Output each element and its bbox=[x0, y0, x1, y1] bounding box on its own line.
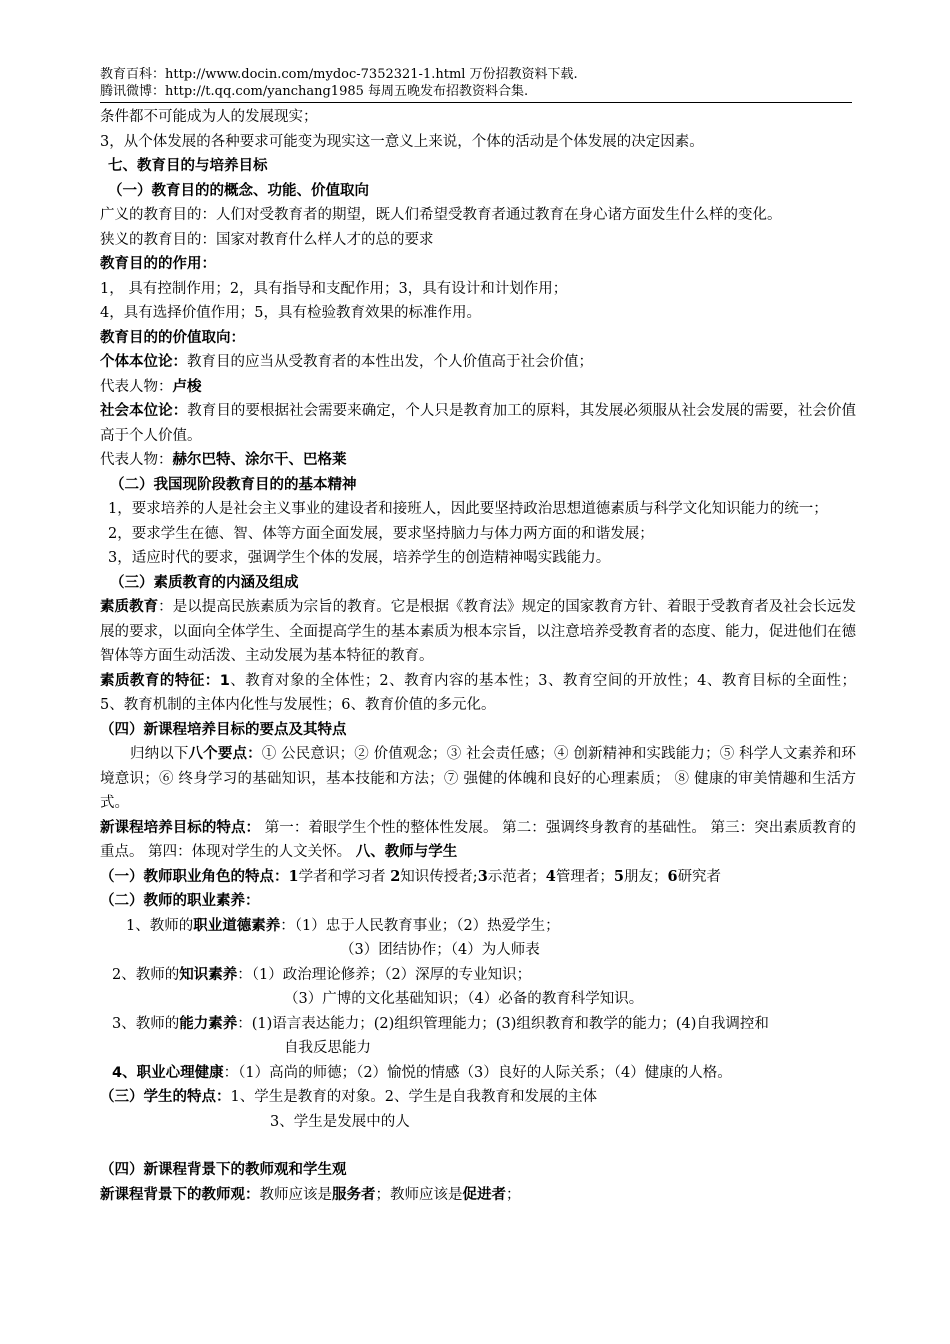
role-number: 2 bbox=[390, 867, 401, 885]
subsection-heading: （三）素质教育的内涵及组成 bbox=[110, 574, 299, 591]
role-number: 1 bbox=[288, 867, 299, 885]
header-line-2: 腾讯微博：http://t.qq.com/yanchang1985 每周五晚发布招教资料合集. bbox=[100, 84, 529, 99]
paragraph: 1，要求培养的人是社会主义事业的建设者和接班人，因此要坚持政治思想道德素质与科学文化知识能力的统一； bbox=[108, 501, 828, 517]
term: 素质教育的特征：1 bbox=[100, 672, 230, 689]
paragraph bbox=[100, 1061, 856, 1086]
paragraph: 4，具有选择价值作用；5，具有检验教育效果的标准作用。 bbox=[100, 305, 481, 321]
role-text: 管理者； bbox=[555, 868, 614, 885]
paragraph: 条件都不可能成为人的发展现实； bbox=[100, 109, 318, 125]
paragraph: （3）广博的文化基础知识；（4）必备的教育科学知识。 bbox=[284, 991, 644, 1007]
term: 素质教育 bbox=[100, 599, 159, 615]
term-text: ① 公民意识；② 价值观念；③ 社会责任感；④ 创新精神和实践能力；⑤ 科学人文素养和环境意识；⑥ 终身学习的基础知识，基本技能和方法；⑦ 强健的体魄和良好的心理素质； ⑧ 健康的审美情趣和生活方式。 bbox=[100, 746, 857, 811]
subsection-heading: （二）教师的职业素养： bbox=[100, 893, 260, 909]
paragraph bbox=[100, 1012, 856, 1037]
term-text: 教育目的应当从受教育者的本性出发，个人价值高于社会价值； bbox=[187, 354, 593, 370]
paragraph bbox=[100, 350, 856, 375]
lead-text: 归纳以下 bbox=[130, 746, 189, 762]
header-line-1: 教育百科：http://www.docin.com/mydoc-7352321-1.html 万份招教资料下载. bbox=[100, 67, 578, 82]
term: 职业心理健康 bbox=[136, 1064, 224, 1081]
section-heading: 八、教师与学生 bbox=[355, 844, 458, 860]
paragraph bbox=[100, 1183, 856, 1208]
paragraph bbox=[100, 914, 856, 939]
term: 八个要点： bbox=[188, 746, 262, 762]
subsection-heading: （四）新课程培养目标的要点及其特点 bbox=[100, 721, 347, 738]
term-heading: 教育目的的作用： bbox=[100, 256, 216, 272]
term-text: 第一：着眼学生个性的整体性发展。 第二：强调终身教育的基础性。 第三：突出素质教育的重点。 第四：体现对学生的人文关怀。 bbox=[100, 819, 857, 860]
label: 代表人物： bbox=[100, 452, 173, 468]
role-text: 知识传授者; bbox=[400, 868, 478, 885]
paragraph: 狭义的教育目的：国家对教育什么样人才的总的要求 bbox=[100, 231, 434, 248]
term: 促进者 bbox=[462, 1186, 506, 1203]
representative-names: 卢梭 bbox=[172, 378, 202, 395]
role-text: 朋友； bbox=[623, 868, 668, 885]
term: 服务者 bbox=[332, 1186, 376, 1203]
paragraph: 自我反思能力 bbox=[284, 1040, 371, 1056]
paragraph: 广义的教育目的：人们对受教育者的期望，既人们希望受教育者通过教育在身心诸方面发生什么样的变化。 bbox=[100, 207, 782, 223]
lead-text: 2、教师的 bbox=[112, 966, 180, 983]
term: 社会本位论： bbox=[100, 403, 188, 419]
label: 代表人物： bbox=[100, 378, 173, 395]
term: 新课程背景下的教师观： bbox=[100, 1186, 260, 1203]
paragraph: 3，适应时代的要求，强调学生个体的发展，培养学生的创造精神喝实践能力。 bbox=[108, 550, 611, 566]
paragraph bbox=[100, 399, 856, 448]
paragraph bbox=[100, 375, 856, 400]
term-text: 教师应该是 bbox=[259, 1186, 332, 1203]
subsection-heading: （二）我国现阶段教育目的的基本精神 bbox=[110, 476, 357, 493]
term-text: ：（1）忠于人民教育事业；（2）热爱学生； bbox=[280, 917, 560, 934]
document-page bbox=[100, 66, 856, 1207]
lead-text: 1、教师的 bbox=[126, 917, 194, 934]
role-text: 示范者； bbox=[487, 868, 546, 885]
section-heading: 七、教育目的与培养目标 bbox=[108, 158, 268, 174]
term-text: ：（1）高尚的师德；（2）愉悦的情感（3）良好的人际关系；（4）健康的人格。 bbox=[223, 1064, 732, 1081]
representative-names: 赫尔巴特、涂尔干、巴格莱 bbox=[172, 452, 347, 468]
term: 个体本位论： bbox=[100, 354, 187, 370]
term: 知识素养 bbox=[179, 966, 238, 983]
paragraph bbox=[100, 963, 856, 988]
term-text: 、教育对象的全体性；2、教育内容的基本性；3、教育空间的开放性；4、教育目标的全面性；5、教育机制的主体内化性与发展性；6、教育价值的多元化。 bbox=[100, 672, 856, 713]
paragraph bbox=[100, 448, 856, 473]
term-text: ； bbox=[506, 1186, 521, 1203]
subsection-heading: （一）教育目的的概念、功能、价值取向 bbox=[108, 182, 369, 199]
term-text: ：是以提高民族素质为宗旨的教育。它是根据《教育法》规定的国家教育方针、着眼于受教育者及社会长远发展的要求，以面向全体学生、全面提高学生的基本素质为根本宗旨，以注意培养受教育者的态度、能力，促进他们在德智体等方面生动活泼、主动发展为基本特征的教育。 bbox=[100, 599, 857, 664]
paragraph bbox=[100, 816, 856, 865]
header-rule bbox=[100, 102, 852, 103]
paragraph bbox=[100, 1085, 856, 1110]
role-number: 4 bbox=[545, 867, 556, 885]
term-text: ：（1）政治理论修养；（2）深厚的专业知识； bbox=[237, 966, 532, 983]
blank-line bbox=[100, 1134, 856, 1158]
role-text: 研究者 bbox=[677, 868, 722, 885]
lead-text: 4、 bbox=[112, 1064, 137, 1081]
term: （三）学生的特点： bbox=[100, 1089, 231, 1105]
term-text: ；教师应该是 bbox=[375, 1186, 463, 1203]
role-number: 6 bbox=[667, 867, 678, 885]
paragraph bbox=[100, 742, 856, 816]
subsection-heading: （四）新课程背景下的教师观和学生观 bbox=[100, 1162, 347, 1178]
term-text: 1、学生是教育的对象。2、学生是自我教育和发展的主体 bbox=[230, 1089, 597, 1105]
paragraph bbox=[100, 865, 856, 890]
term: 能力素养 bbox=[179, 1015, 238, 1032]
term-text: ：(1)语言表达能力；(2)组织管理能力；(3)组织教育和教学的能力；(4)自我调控和 bbox=[237, 1015, 769, 1032]
paragraph: 2，要求学生在德、智、体等方面全面发展，要求坚持脑力与体力两方面的和谐发展； bbox=[108, 525, 654, 542]
role-number: 3 bbox=[477, 867, 488, 885]
term: 职业道德素养 bbox=[193, 917, 281, 934]
paragraph: 3，从个体发展的各种要求可能变为现实这一意义上来说，个体的活动是个体发展的决定因素。 bbox=[100, 133, 704, 150]
term-text: 教育目的要根据社会需要来确定，个人只是教育加工的原料，其发展必须服从社会发展的需要，社会价值高于个人价值。 bbox=[100, 403, 857, 444]
paragraph bbox=[100, 595, 856, 669]
lead-text: 3、教师的 bbox=[112, 1015, 180, 1032]
term: 新课程培养目标的特点： bbox=[100, 819, 261, 836]
paragraph: 3、学生是发展中的人 bbox=[270, 1113, 410, 1130]
paragraph bbox=[100, 669, 856, 718]
term: （一）教师职业角色的特点： bbox=[100, 868, 289, 885]
paragraph: （3）团结协作；（4）为人师表 bbox=[340, 942, 540, 958]
term-heading: 教育目的的价值取向： bbox=[100, 329, 245, 346]
role-text: 学者和学习者 bbox=[298, 868, 386, 885]
role-number: 5 bbox=[613, 867, 624, 885]
paragraph: 1， 具有控制作用；2，具有指导和支配作用；3，具有设计和计划作用； bbox=[100, 280, 568, 297]
